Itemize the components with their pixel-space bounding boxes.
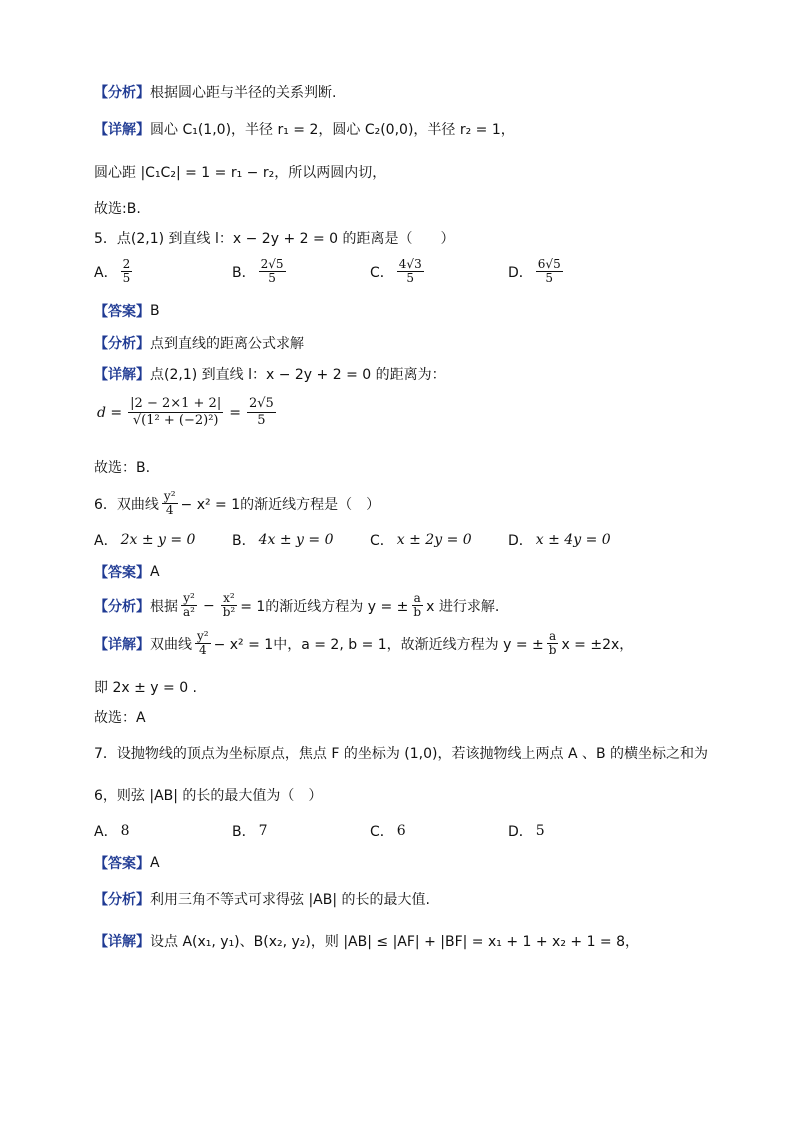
q7-option-a[interactable]: A． 8 (94, 823, 130, 840)
detail-tag: 【详解】 (94, 122, 150, 138)
q5-answer-line (94, 457, 150, 477)
center-distance-text: 圆心距 |C₁C₂| = 1 = r₁ − r₂，所以两圆内切， (94, 165, 387, 181)
option-fraction: $\frac{6√5}{5}$ (537, 257, 561, 285)
q6-analysis: 【分析】 根据 $\frac{\text{y²}}{\text{a²}}$ − $\frac{\text{x²}}{\text{b²}}$ = 1的渐近线方程为 y = ± $\frac{a}{b}$ x 进行求解. (94, 591, 500, 619)
analysis-tag: 【分析】 (94, 336, 150, 352)
q6-ji-line: 即 2x ± y = 0 . (94, 680, 197, 696)
detail-text: 圆心 C₁(1,0)，半径 r₁ = 2，圆心 C₂(0,0)，半径 r₂ = 1， (150, 122, 515, 138)
q4-analysis (94, 82, 336, 102)
q4-center-distance (94, 162, 386, 182)
analysis-tag: 【分析】 (94, 85, 150, 101)
q7-analysis (94, 889, 430, 909)
answer-tag: 【答案】 (94, 304, 150, 320)
q5-stem (94, 228, 455, 248)
q4-detail (94, 119, 515, 139)
option-fraction: $\frac{2}{5}$ (122, 257, 131, 285)
detail-tag: 【详解】 (94, 367, 150, 383)
q7-option-d[interactable]: D． 5 (508, 823, 545, 840)
answer-choice-text: 故选:B. (94, 201, 141, 217)
q7-answer (94, 853, 160, 873)
q5-option-d[interactable]: D． $\frac{6√5}{5}$ (508, 257, 561, 285)
q7-detail (94, 931, 639, 951)
detail-tag: 【详解】 (94, 636, 150, 653)
q6-option-a[interactable]: A． 2x ± y = 0 (94, 532, 196, 549)
option-fraction: $\frac{4√3}{5}$ (398, 257, 422, 285)
answer-choice-text: 故选：A (94, 710, 146, 726)
detail-text: 点(2,1) 到直线 l：x − 2y + 2 = 0 的距离为： (150, 367, 446, 383)
q7-stem-line2: 6，则弦 |AB| 的长的最大值为（ ） (94, 788, 323, 804)
analysis-tag: 【分析】 (94, 892, 150, 908)
analysis-text: 利用三角不等式可求得弦 |AB| 的长的最大值. (150, 892, 430, 908)
q7-option-b[interactable]: B． 7 (232, 823, 268, 840)
q6-answer-line (94, 707, 146, 727)
q5-analysis (94, 333, 304, 353)
answer-tag: 【答案】 (94, 565, 150, 581)
answer-value: B (150, 303, 160, 319)
q5-detail (94, 364, 446, 384)
analysis-text: 点到直线的距离公式求解 (150, 336, 304, 352)
detail-tag: 【详解】 (94, 934, 150, 950)
q6-option-b[interactable]: B． 4x ± y = 0 (232, 532, 334, 549)
formula-fraction: $\frac{|2 - 2\times 1 + 2|}{\text{√(1² + (−2)²)}}$ (130, 396, 222, 428)
answer-choice-text: 故选：B. (94, 460, 151, 476)
q7-option-c[interactable]: C． 6 (370, 823, 406, 840)
answer-tag: 【答案】 (94, 856, 150, 872)
analysis-tag: 【分析】 (94, 598, 150, 615)
q7-stem-line1: 7．设抛物线的顶点为坐标原点，焦点 F 的坐标为 (1,0)，若该抛物线上两点 A 、B 的横坐标之和为 (94, 746, 709, 762)
q5-formula: d = $\frac{|2 - 2\times 1 + 2|}{\text{√(1² + (−2)²)}}$ = $\frac{2√5}{5}$ (97, 396, 274, 428)
q6-option-c[interactable]: C． x ± 2y = 0 (370, 532, 472, 549)
q6-detail: 【详解】 双曲线 $\frac{\text{y²}}{4}$ − x² = 1中，a = 2, b = 1，故渐近线方程为 y = ± $\frac{a}{b}$ x = ±2x， (94, 629, 634, 657)
answer-value: A (150, 855, 160, 871)
question-stem: 5．点(2,1) 到直线 l：x − 2y + 2 = 0 的距离是（ ） (94, 231, 455, 247)
stem-fraction: $\frac{\text{y²}}{4}$ (163, 489, 176, 517)
analysis-text: 根据圆心距与半径的关系判断. (150, 85, 337, 101)
q4-answer-line (94, 198, 141, 218)
q5-option-c[interactable]: C． $\frac{4√3}{5}$ (370, 257, 422, 285)
q5-option-a[interactable]: A． $\frac{2}{5}$ (94, 257, 131, 285)
answer-value: A (150, 564, 160, 580)
q6-answer (94, 562, 160, 582)
formula-result: $\frac{2√5}{5}$ (248, 396, 274, 428)
q5-option-b[interactable]: B． $\frac{2√5}{5}$ (232, 257, 284, 285)
q6-stem: 6．双曲线 $\frac{\text{y²}}{4}$ − x² = 1的渐近线方程是（ ） (94, 489, 381, 517)
formula-lhs: d = (97, 404, 123, 421)
detail-text: 设点 A(x₁, y₁)、B(x₂, y₂)，则 |AB| ≤ |AF| + |BF| = x₁ + 1 + x₂ + 1 = 8， (150, 934, 640, 950)
q5-answer (94, 301, 160, 321)
option-fraction: $\frac{2√5}{5}$ (260, 257, 284, 285)
q6-option-d[interactable]: D． x ± 4y = 0 (508, 532, 611, 549)
